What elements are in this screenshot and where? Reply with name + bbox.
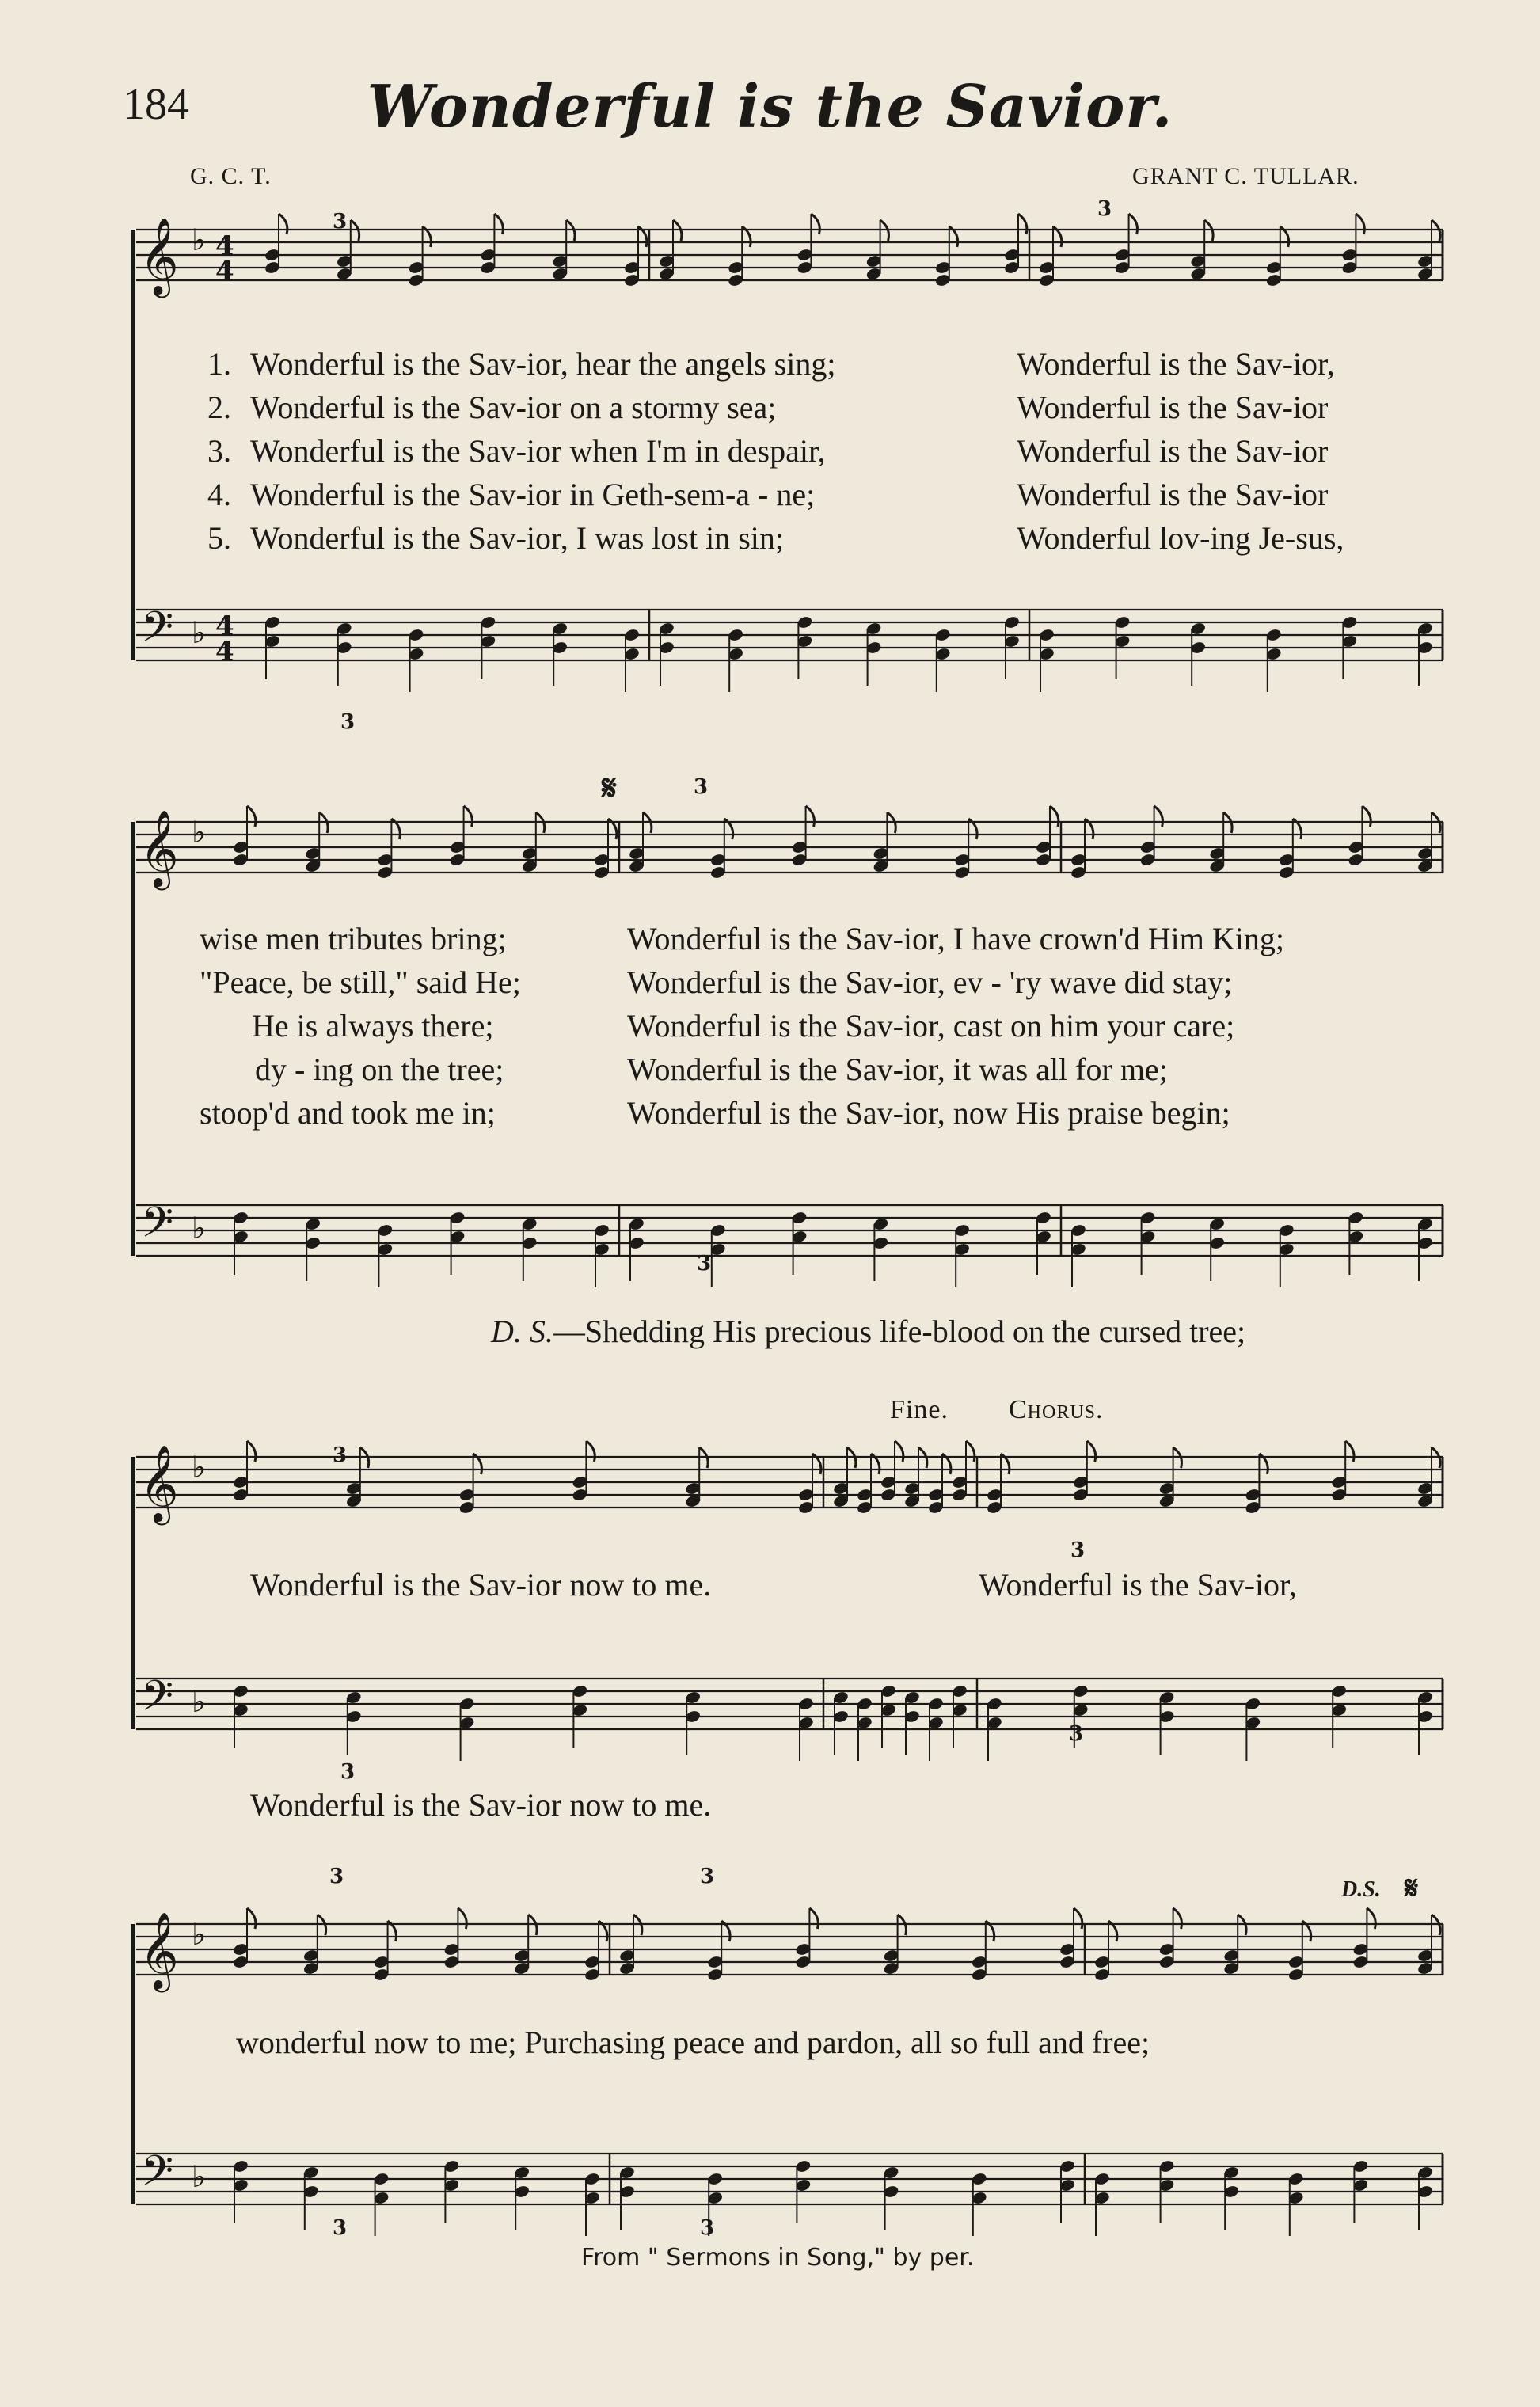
verse-text-a: Wonderful is the Sav-ior in Geth-sem-a - ne; (250, 477, 816, 512)
sys2-key-flat-treble: ♭ (192, 815, 206, 850)
triplet-mark: 3 (333, 210, 348, 234)
verse-text-b: Wonderful is the Sav-ior (1017, 433, 1329, 469)
composer-credit: GRANT C. TULLAR. (1132, 163, 1359, 189)
verse-text-a: Wonderful is the Sav-ior, I was lost in sin; (250, 520, 784, 556)
sys3-treble-chord-flag (1345, 1441, 1354, 1462)
verse-text-a: Wonderful is the Sav-ior when I'm in despair, (250, 433, 826, 469)
verse-number: 1. (207, 346, 231, 382)
verse-number: 5. (207, 520, 231, 556)
verse-text-b: Wonderful is the Sav-ior, cast on him your care; (627, 1008, 1235, 1044)
sys3-treble-chord-flag (247, 1441, 256, 1462)
triplet-mark: 3 (333, 1443, 348, 1467)
sys2-key-flat-bass: ♭ (192, 1211, 206, 1245)
sys1-bass-clef: 𝄢 (141, 603, 174, 662)
sys1-time-bottom: 4 (215, 256, 234, 287)
verse-text-a: stoop'd and took me in; (200, 1095, 496, 1131)
sys2-treble-chord-flag (1362, 806, 1371, 827)
sys1-key-flat-treble: ♭ (192, 222, 206, 257)
sys2-treble-chord-flag (1050, 806, 1059, 827)
verse-text-a: Wonderful is the Sav-ior, hear the angels sing; (250, 346, 836, 382)
triplet-mark: 3 (1097, 197, 1112, 221)
verse-text-b: Wonderful is the Sav-ior (1017, 390, 1329, 425)
sys4-treble-chord-flag (1367, 1908, 1375, 1929)
sys4-key-flat-bass: ♭ (192, 2159, 206, 2194)
verse2-line-4 (255, 1051, 1168, 1088)
triplet-mark: 3 (700, 1865, 715, 1888)
triplet-mark: 3 (340, 710, 356, 734)
sys1-treble-chord-flag (494, 214, 503, 234)
sys3-treble-chord-flag (1087, 1441, 1096, 1462)
sys4-treble-chord-flag (1074, 1908, 1082, 1929)
chorus-label: Chorus. (1009, 1395, 1104, 1424)
system3-lyric-bass: Wonderful is the Sav-ior now to me. (250, 1787, 712, 1823)
page-number: 184 (123, 80, 189, 129)
system3-lyric-chorus: Wonderful is the Sav-ior, (979, 1567, 1297, 1603)
verse-text-a: dy - ing on the tree; (255, 1051, 504, 1087)
sys1-time-top: 4 (215, 230, 234, 262)
triplet-mark: 3 (329, 1865, 344, 1888)
verse-line-2 (207, 389, 1329, 426)
sys4-treble-clef: 𝄞 (139, 1911, 179, 1989)
sys1-treble-clef: 𝄞 (139, 217, 179, 295)
sys4-treble-chord-flag (809, 1908, 818, 1929)
triplet-mark: 3 (694, 775, 709, 799)
verse-line-3 (207, 432, 1329, 470)
sys3-key-flat-bass: ♭ (192, 1684, 206, 1719)
verse-text-a: He is always there; (252, 1008, 494, 1044)
sys3-treble-clef: 𝄞 (139, 1444, 179, 1522)
sys4-treble-chord-flag (1173, 1908, 1182, 1929)
sys1-treble-chord-flag (1129, 214, 1138, 234)
fine-label: Fine. (890, 1395, 949, 1424)
sys2-treble-chord-flag (247, 806, 256, 827)
verse-text-b: Wonderful is the Sav-ior, ev - 'ry wave did stay; (627, 964, 1233, 1000)
verse-text-b: Wonderful is the Sav-ior (1017, 477, 1329, 512)
sys3-key-flat-treble: ♭ (192, 1450, 206, 1485)
source-credit: From " Sermons in Song," by per. (581, 2244, 975, 2272)
sys3-treble-chord-flag (586, 1441, 595, 1462)
verse-number: 2. (207, 390, 231, 425)
verse-text-a: "Peace, be still," said He; (200, 964, 521, 1000)
sys4-treble-chord-flag (458, 1908, 466, 1929)
sys1-treble-chord-flag (1018, 214, 1027, 234)
verse-text-b: Wonderful lov-ing Je-sus, (1017, 520, 1344, 556)
verse-line-4 (207, 476, 1329, 513)
verse2-line-5 (200, 1094, 1230, 1131)
sys4-treble-chord-flag (247, 1908, 256, 1929)
sys1-key-flat-bass: ♭ (192, 615, 206, 650)
sys1-time-bottom-bass: 4 (215, 636, 234, 667)
sys2-treble-chord-flag (1154, 806, 1163, 827)
verse-text-a: wise men tributes bring; (200, 921, 507, 956)
sys3-bass-clef: 𝄢 (141, 1672, 174, 1731)
lyricist-credit: G. C. T. (190, 163, 272, 189)
sys4-key-flat-treble: ♭ (192, 1917, 206, 1952)
sys2-treble-chord-flag (806, 806, 815, 827)
sys2-treble-chord-flag (464, 806, 473, 827)
ds-text: —Shedding His precious life-blood on the cursed tree; (553, 1314, 1246, 1349)
ds-end-label: D.S. (1341, 1877, 1381, 1902)
verse-line-1 (207, 345, 1335, 382)
system4-lyric: wonderful now to me; Purchasing peace and pardon, all so full and free; (236, 2025, 1150, 2060)
sys1-treble-chord-flag (811, 214, 819, 234)
sys1-treble-chord-flag (1356, 214, 1364, 234)
verse-text-b: Wonderful is the Sav-ior, now His praise begin; (627, 1095, 1230, 1131)
sys3-treble-chord-flag (966, 1441, 975, 1462)
ds-label: D. S. (491, 1314, 553, 1349)
triplet-mark: 3 (340, 1760, 356, 1784)
hymn-title: Wonderful is the Savior. (367, 73, 1173, 141)
segno-mark-end: 𝄋 (1405, 1869, 1419, 1907)
verse2-line-3 (252, 1007, 1235, 1044)
verse-text-a: Wonderful is the Sav-ior on a stormy sea; (250, 390, 777, 425)
sys1-time-top-bass: 4 (215, 610, 234, 642)
system3-lyric-treble: Wonderful is the Sav-ior now to me. (250, 1567, 712, 1603)
ds-instruction (491, 1313, 1245, 1350)
triplet-mark: 3 (1070, 1538, 1086, 1562)
verse-line-5 (207, 519, 1344, 557)
verse2-line-1 (200, 920, 1284, 957)
triplet-mark: 3 (1069, 1722, 1084, 1746)
verse-number: 4. (207, 477, 231, 512)
verse2-line-2 (200, 964, 1233, 1001)
sys4-bass-clef: 𝄢 (141, 2147, 174, 2206)
sys3-treble-chord-flag (895, 1441, 903, 1462)
segno-mark: 𝄋 (602, 768, 617, 808)
triplet-mark: 3 (700, 2216, 715, 2240)
triplet-mark: 3 (697, 1252, 712, 1276)
sys2-treble-clef: 𝄞 (139, 809, 179, 887)
sys1-treble-chord-flag (279, 214, 287, 234)
verse-text-b: Wonderful is the Sav-ior, (1017, 346, 1335, 382)
sys2-bass-clef: 𝄢 (141, 1199, 174, 1257)
verse-text-b: Wonderful is the Sav-ior, it was all for me; (627, 1051, 1168, 1087)
verse-text-b: Wonderful is the Sav-ior, I have crown'd Him King; (627, 921, 1284, 956)
triplet-mark: 3 (333, 2216, 348, 2240)
verse-number: 3. (207, 433, 231, 469)
